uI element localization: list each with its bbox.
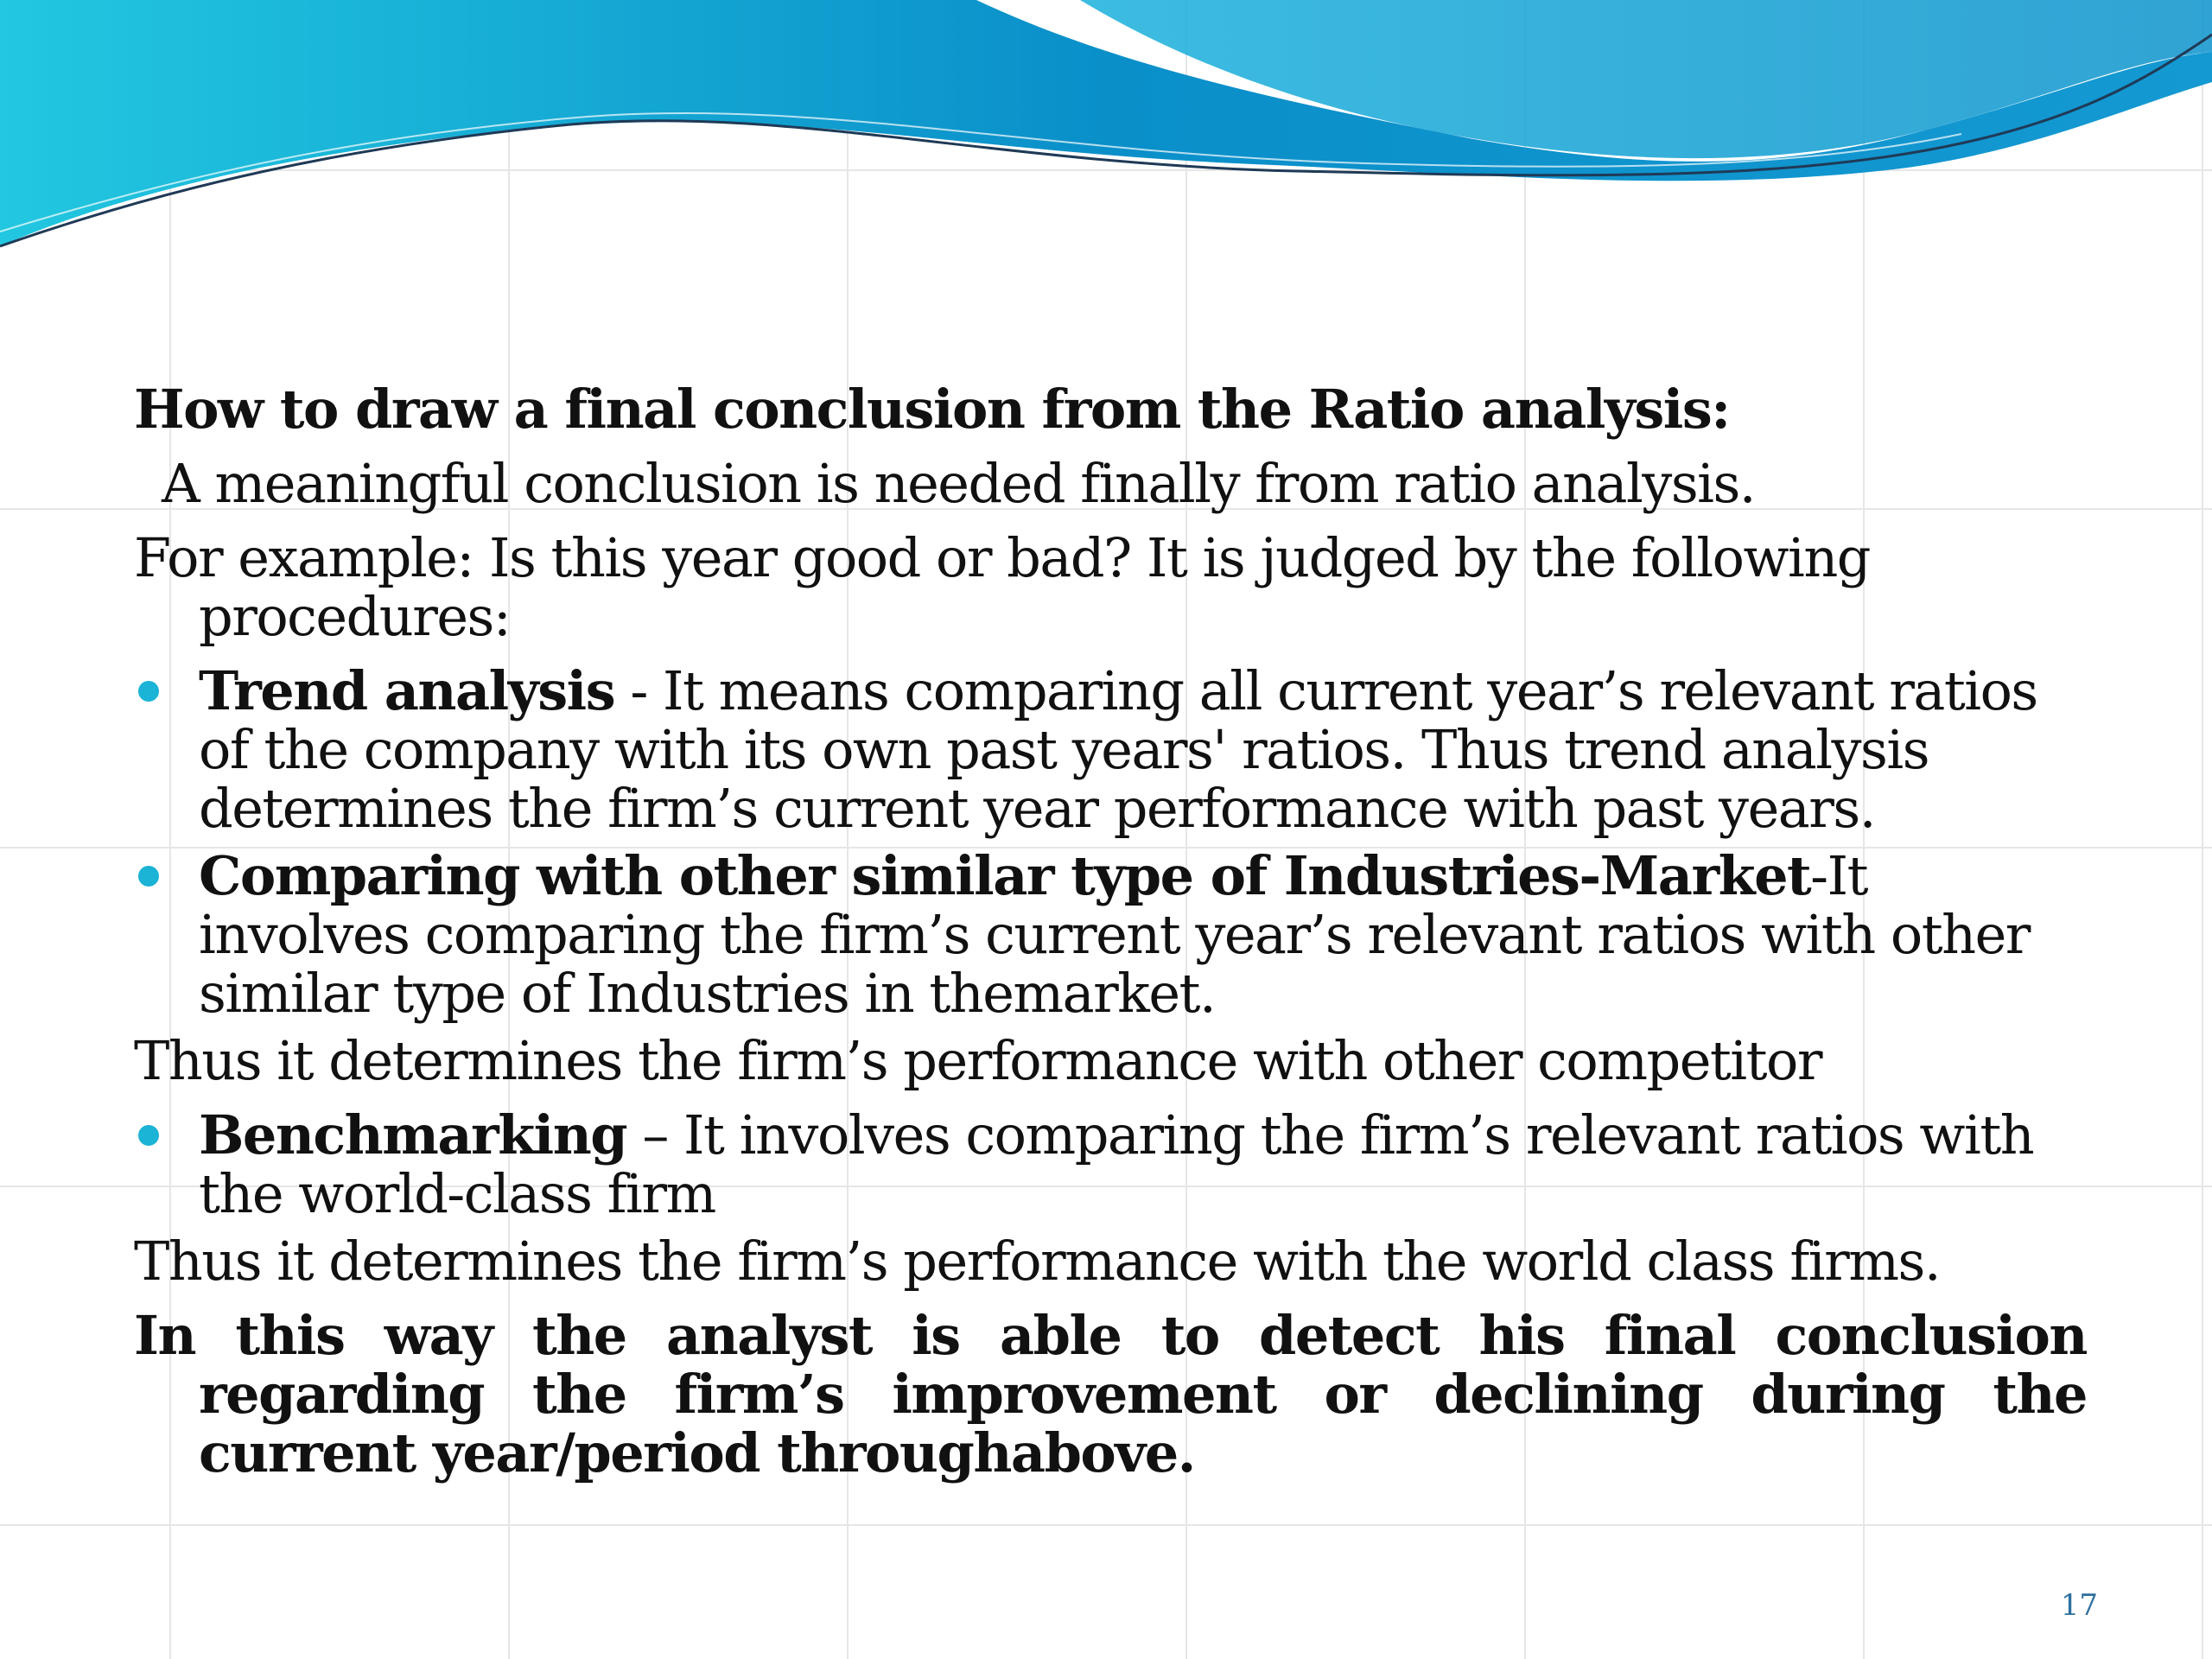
bullet-dot-icon <box>138 1125 159 1146</box>
intro-text: A meaningful conclusion is needed finally from ratio analysis. <box>162 452 1755 515</box>
bullet-text: – It involves comparing the firm’s relevant ratios with the world-class firm <box>199 1103 2034 1225</box>
conclusion-text: In this way the analyst is able to detect his final conclusion regarding the firm’s improvement or declining during the current year/period throughabove. <box>134 1304 2087 1484</box>
bullet-term: Comparing with other similar type of Industries-Market <box>199 844 1811 907</box>
slide-heading: How to draw a final conclusion from the Ratio analysis: <box>134 378 1730 441</box>
bullet-dot-icon <box>138 681 159 702</box>
bullet-industry-comparison <box>134 844 2087 1025</box>
slide-body <box>134 380 2087 1498</box>
bullet-text: - It means comparing all current year’s relevant ratios of the company with its own past years' ratios. Thus trend analysis determines the firm’s current year performance with past years. <box>199 659 2037 840</box>
header-wave-decoration <box>0 0 2212 259</box>
competitor-note: Thus it determines the firm’s performance with other competitor <box>134 1029 1822 1092</box>
page-number: 17 <box>2060 1588 2098 1623</box>
bullet-trend-analysis <box>134 659 2087 840</box>
bullet-text: -It involves comparing the firm’s current year’s relevant ratios with other similar type of Industries in themarket. <box>199 844 2030 1025</box>
world-class-note: Thus it determines the firm’s performance with the world class firms. <box>134 1230 1941 1293</box>
bullet-dot-icon <box>138 866 159 887</box>
bullet-benchmarking <box>134 1103 2087 1225</box>
example-text: For example: Is this year good or bad? It is judged by the following procedures: <box>134 526 1870 648</box>
bullet-term: Benchmarking <box>199 1103 627 1166</box>
bullet-term: Trend analysis <box>199 659 615 722</box>
